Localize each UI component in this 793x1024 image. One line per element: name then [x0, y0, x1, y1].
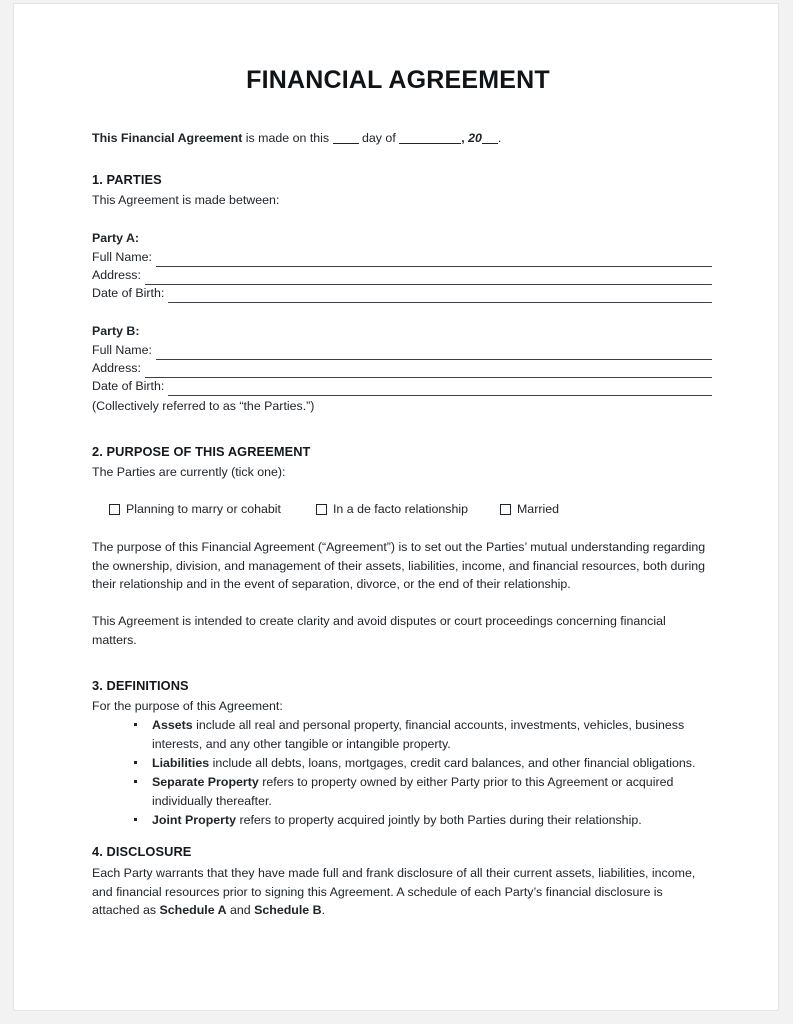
- disclosure-conjunction: and: [226, 903, 255, 918]
- spacer-before-purpose: [92, 416, 712, 442]
- checkbox-icon[interactable]: [500, 504, 511, 515]
- section-heading-definitions: 3. DEFINITIONS: [92, 678, 189, 693]
- checkbox-option-planning-to-marry[interactable]: [109, 500, 281, 519]
- year-blank-field[interactable]: [482, 143, 498, 144]
- party-a-dob-label: Date of Birth:: [92, 286, 165, 301]
- collective-reference-note: (Collectively referred to as “the Parties.”): [92, 398, 315, 413]
- party-b-full-name-label: Full Name:: [92, 342, 152, 357]
- agreement-lead-bold: This Financial Agreement: [92, 131, 243, 145]
- definition-term-assets: Assets: [152, 718, 193, 733]
- checkbox-icon[interactable]: [316, 504, 327, 515]
- bullet-icon: [134, 780, 137, 783]
- disclosure-period: .: [321, 903, 326, 918]
- list-item: [92, 754, 712, 773]
- definitions-intro-text: For the purpose of this Agreement:: [92, 699, 283, 714]
- purpose-paragraph-1: The purpose of this Financial Agreement (“Agreement”) is to set out the Parties’ mutual understanding regarding the ownership, division, and management of their assets, liabilities, income, and financial resources, both during their relationship and in the event of separation, divorce, or the end of their relationship.: [92, 539, 706, 592]
- party-b-address-label: Address:: [92, 360, 141, 375]
- party-a-address-row: [92, 267, 712, 285]
- agreement-date-line: [92, 129, 712, 148]
- document-page: [13, 3, 779, 1011]
- checkbox-label-de-facto: In a de facto relationship: [332, 501, 468, 516]
- spacer-before-definitions: [92, 650, 712, 676]
- party-b-dob-row: [92, 378, 712, 396]
- party-b-full-name-input[interactable]: [156, 346, 712, 360]
- definition-term-joint-property: Joint Property: [152, 812, 236, 827]
- party-b-full-name-row: [92, 342, 712, 360]
- schedule-b-reference: Schedule B: [254, 903, 322, 918]
- party-a-block: [92, 229, 712, 303]
- bullet-icon: [134, 761, 137, 764]
- party-b-address-row: [92, 360, 712, 378]
- definition-body-assets: include all real and personal property, financial accounts, investments, vehicles, business interests, and any other tangible or intangible property.: [152, 718, 685, 752]
- day-blank-field[interactable]: [333, 143, 359, 144]
- party-b-block: [92, 322, 712, 416]
- section-heading-disclosure: 4. DISCLOSURE: [92, 844, 192, 860]
- agreement-period: .: [497, 131, 502, 145]
- party-b-label: Party B:: [92, 323, 140, 338]
- section-heading-parties: 1. PARTIES: [92, 171, 162, 187]
- relationship-status-checkbox-group: [92, 500, 712, 519]
- disclosure-text-part-1: Each Party warrants that they have made full and frank disclosure of all their current assets, liabilities, income, and financial resources prior to signing this Agreement. A schedule of each Party’s financial disclosure is attached as: [92, 865, 696, 918]
- checkbox-option-married[interactable]: [500, 500, 559, 519]
- list-item: [92, 716, 712, 754]
- definition-term-separate-property: Separate Property: [152, 774, 259, 789]
- purpose-intro-text: The Parties are currently (tick one):: [92, 465, 286, 480]
- party-b-dob-label: Date of Birth:: [92, 378, 165, 393]
- party-a-full-name-label: Full Name:: [92, 250, 152, 265]
- checkbox-icon[interactable]: [109, 504, 120, 515]
- document-body: [92, 61, 712, 920]
- list-item: [92, 773, 712, 811]
- party-a-address-label: Address:: [92, 268, 141, 283]
- checkbox-option-de-facto[interactable]: [316, 500, 468, 519]
- parties-intro-text: This Agreement is made between:: [92, 193, 280, 208]
- year-prefix: 20: [468, 131, 482, 145]
- definitions-list: [92, 716, 712, 829]
- definition-term-liabilities: Liabilities: [152, 755, 210, 770]
- month-blank-field[interactable]: [399, 143, 461, 144]
- party-b-dob-input[interactable]: [168, 382, 712, 396]
- definition-body-liabilities: include all debts, loans, mortgages, credit card balances, and other financial obligations.: [209, 755, 696, 770]
- party-b-address-input[interactable]: [145, 364, 712, 378]
- disclosure-paragraph: [92, 864, 712, 921]
- spacer-before-disclosure: [92, 829, 712, 842]
- page-title: FINANCIAL AGREEMENT: [246, 66, 550, 94]
- party-a-full-name-input[interactable]: [156, 253, 712, 267]
- purpose-paragraph-2: This Agreement is intended to create clarity and avoid disputes or court proceedings concerning financial matters.: [92, 614, 666, 648]
- party-a-dob-input[interactable]: [168, 289, 712, 303]
- spacer-between-purpose-paragraphs: [92, 594, 712, 612]
- party-a-address-input[interactable]: [145, 271, 712, 285]
- agreement-comma: ,: [461, 131, 469, 145]
- party-a-label: Party A:: [92, 231, 140, 246]
- checkbox-label-planning-to-marry: Planning to marry or cohabit: [126, 501, 281, 516]
- definition-body-separate-property: refers to property owned by either Party prior to this Agreement or acquired individually thereafter.: [152, 774, 674, 808]
- checkbox-label-married: Married: [516, 501, 559, 516]
- bullet-icon: [134, 723, 137, 726]
- bullet-icon: [134, 818, 137, 821]
- agreement-intro-text-1: is made on this: [242, 131, 333, 145]
- definition-body-joint-property: refers to property acquired jointly by both Parties during their relationship.: [236, 812, 642, 827]
- party-a-full-name-row: [92, 249, 712, 267]
- agreement-intro-text-2: day of: [358, 131, 400, 145]
- section-heading-purpose: 2. PURPOSE OF THIS AGREEMENT: [92, 443, 311, 459]
- party-a-dob-row: [92, 285, 712, 303]
- list-item: [92, 811, 712, 830]
- schedule-a-reference: Schedule A: [159, 903, 227, 918]
